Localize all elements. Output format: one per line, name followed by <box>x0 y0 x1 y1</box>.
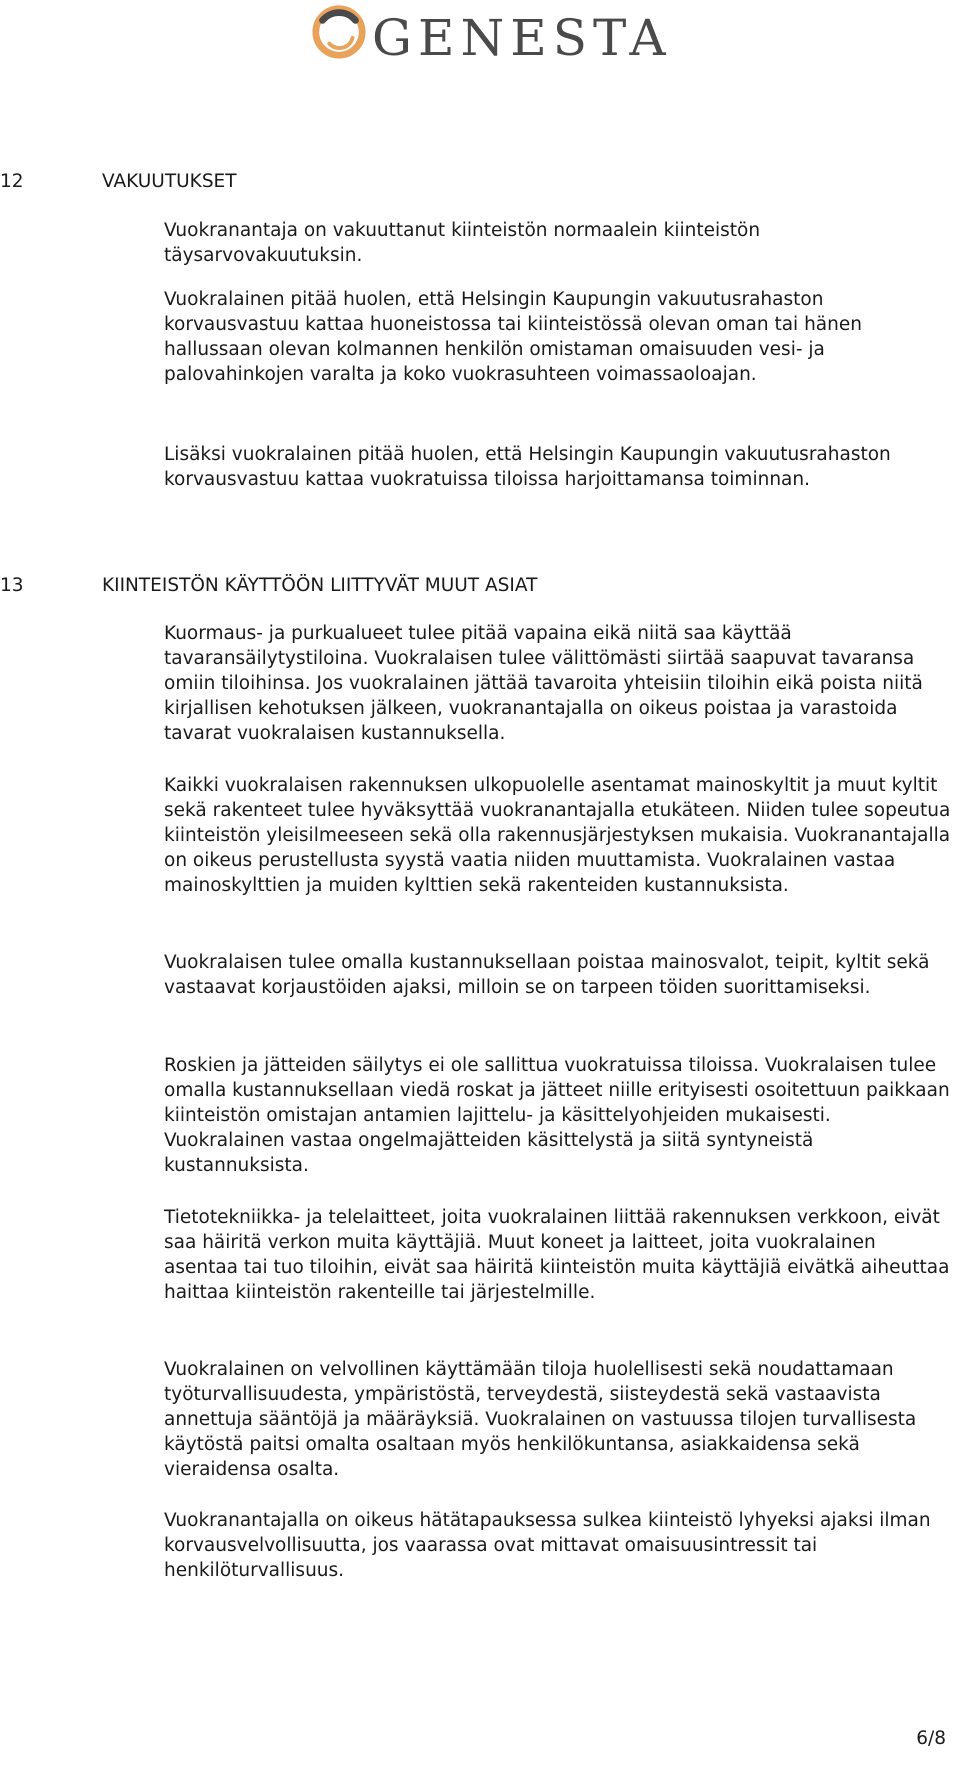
company-logo <box>310 2 672 67</box>
section-12-paragraph-1: Vuokranantaja on vakuuttanut kiinteistön normaalein kiinteistön täysarvovakuutuksin. <box>164 220 761 266</box>
section-title: KIINTEISTÖN KÄYTTÖÖN LIITTYVÄT MUUT ASIAT <box>102 575 538 596</box>
section-12-paragraph-3: Lisäksi vuokralainen pitää huolen, että Helsingin Kaupungin vakuutusrahaston korvausvastuu kattaa vuokratuissa tiloissa harjoittamansa toiminnan. <box>164 444 891 490</box>
section-12-paragraph-2: Vuokralainen pitää huolen, että Helsingin Kaupungin vakuutusrahaston korvausvastuu kattaa huoneistossa tai kiinteistössä olevan oman tai hänen hallussaan olevan kolmannen henkilön omistaman omaisuuden vesi- ja palovahinkojen varalta ja koko vuokrasuhteen voimassaoloajan. <box>164 289 862 385</box>
section-13-paragraph-4: Roskien ja jätteiden säilytys ei ole sallittua vuokratuissa tiloissa. Vuokralaisen tulee omalla kustannuksellaan viedä roskat ja jätteet niille erityisesti osoitettuun paikkaan kiinteistön omistajan antamien lajittelu- ja käsittelyohjeiden mukaisesti. Vuokralainen vastaa ongelmajätteiden käsittelystä ja siitä syntyneistä kustannuksista. <box>164 1055 950 1176</box>
section-title: VAKUUTUKSET <box>102 171 237 192</box>
section-number: 13 <box>0 575 24 596</box>
page-number: 6/8 <box>916 1728 946 1749</box>
section-13-paragraph-1: Kuormaus- ja purkualueet tulee pitää vapaina eikä niitä saa käyttää tavaransäilytystiloina. Vuokralaisen tulee välittömästi siirtää saapuvat tavaransa omiin tiloihinsa. Jos vuokralainen jättää tavaroita yhteisiin tiloihin eikä poista niitä kirjallisen kehotuksen jälkeen, vuokranantajalla on oikeus poistaa ja varastoida tavarat vuokralaisen kustannuksella. <box>164 623 923 744</box>
genesta-logo-mark-icon <box>310 3 368 61</box>
section-number: 12 <box>0 171 24 192</box>
section-13-paragraph-7: Vuokranantajalla on oikeus hätätapauksessa sulkea kiinteistö lyhyeksi ajaksi ilman korvausvelvollisuutta, jos vaarassa ovat mittavat omaisuusintressit tai henkilöturvallisuus. <box>164 1510 931 1581</box>
logo-wordmark: GENESTA <box>372 9 672 67</box>
section-13-paragraph-6: Vuokralainen on velvollinen käyttämään tiloja huolellisesti sekä noudattamaan työturvallisuudesta, ympäristöstä, terveydestä, siisteydestä sekä vastaavista annettuja sääntöjä ja määräyksiä. Vuokralainen on vastuussa tilojen turvallisesta käytöstä paitsi omalta osaltaan myös henkilökuntansa, asiakkaidensa sekä vieraidensa osalta. <box>164 1359 917 1480</box>
section-13-paragraph-2: Kaikki vuokralaisen rakennuksen ulkopuolelle asentamat mainoskyltit ja muut kyltit sekä rakenteet tulee hyväksyttää vuokranantajalla etukäteen. Niiden tulee sopeutua kiinteistön yleisilmeeseen sekä olla rakennusjärjestyksen mukaisia. Vuokranantajalla on oikeus perustellusta syystä vaatia niiden muuttamista. Vuokralainen vastaa mainoskylttien ja muiden kylttien sekä rakenteiden kustannuksista. <box>164 775 951 896</box>
section-13-paragraph-3: Vuokralaisen tulee omalla kustannuksellaan poistaa mainosvalot, teipit, kyltit sekä vastaavat korjaustöiden ajaksi, milloin se on tarpeen töiden suorittamiseksi. <box>164 952 930 998</box>
section-13-paragraph-5: Tietotekniikka- ja telelaitteet, joita vuokralainen liittää rakennuksen verkkoon, eivät saa häiritä verkon muita käyttäjiä. Muut koneet ja laitteet, joita vuokralainen asentaa tai tuo tiloihin, eivät saa häiritä kiinteistön muita käyttäjiä eivätkä aiheuttaa haittaa kiinteistön rakenteille tai järjestelmille. <box>164 1207 950 1303</box>
